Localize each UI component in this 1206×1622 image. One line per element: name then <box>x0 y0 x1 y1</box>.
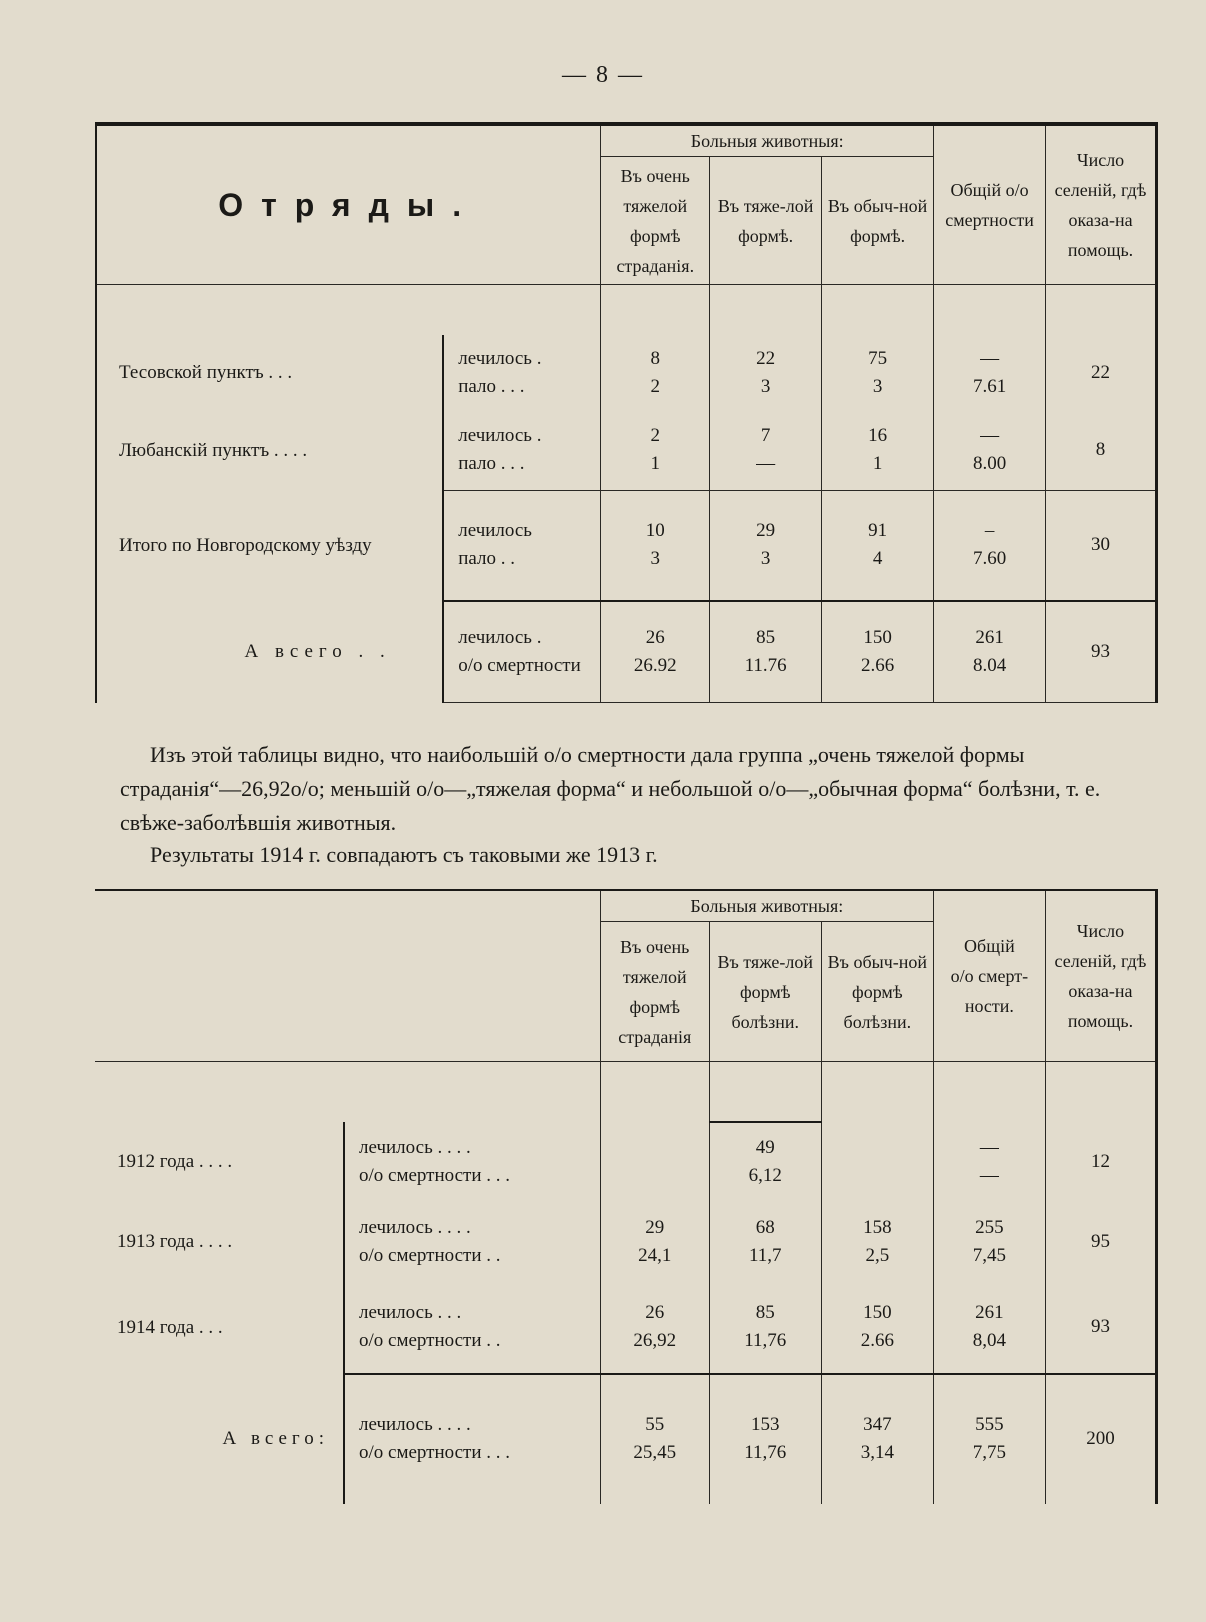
cell: — <box>980 425 1000 447</box>
cell: 150 <box>863 1302 892 1323</box>
cell <box>605 1162 705 1190</box>
table2-col3-header: Въ обыч-ной формѣ болѣзни. <box>821 922 933 1062</box>
cell: 29 <box>756 520 776 542</box>
table2-col1-header: Въ очень тяжелой формѣ страданія <box>600 922 709 1062</box>
table1-title: Отряды. <box>96 124 601 285</box>
row-name: 1913 года . . . . <box>117 1230 233 1252</box>
table-row <box>95 1282 1157 1374</box>
page-number: — 8 — <box>562 62 644 88</box>
cell: 11.76 <box>744 654 787 676</box>
cell: 3 <box>760 375 771 397</box>
cell: 153 <box>751 1414 780 1435</box>
cell: 55 <box>645 1414 665 1435</box>
cell: 7.61 <box>972 375 1007 397</box>
row-kind: пало . . <box>458 548 515 570</box>
cell: 8 <box>1046 411 1157 491</box>
cell: 261 <box>975 1302 1004 1323</box>
cell: 11,7 <box>748 1244 782 1266</box>
row-kind: о/о смертности . . <box>359 1244 501 1266</box>
cell: 10 <box>645 520 665 542</box>
table-row <box>96 335 1157 411</box>
cell: 2 <box>650 375 660 397</box>
cell: 347 <box>863 1414 892 1435</box>
cell: 3 <box>760 548 771 570</box>
cell: — <box>756 453 776 475</box>
cell: 2 <box>650 425 660 447</box>
cell: 26,92 <box>633 1330 677 1351</box>
cell: 3 <box>650 548 660 570</box>
cell: 93 <box>1046 601 1157 703</box>
cell: 29 <box>645 1216 665 1238</box>
cell: 2,5 <box>865 1244 890 1266</box>
table-row <box>95 1374 1157 1504</box>
cell: 95 <box>1045 1202 1156 1282</box>
paragraph-1: Изъ этой таблицы видно, что наибольшій о/о смертности дала группа „очень тяжелой формы страданія“—26,92о/о; меньшій о/о—„тяжелая форма“ и небольшой о/о—„обычная форма“ болѣзни, т. е. свѣже-заболѣвшія животныя. <box>120 742 1101 835</box>
cell: 22 <box>756 347 776 369</box>
row-kind: пало . . . <box>458 375 525 397</box>
cell: 7,75 <box>972 1442 1006 1463</box>
table-years <box>95 889 1158 1504</box>
cell: 7,45 <box>972 1244 1006 1266</box>
row-kind: о/о смертности . . <box>359 1330 501 1351</box>
row-kind: лечилось . <box>458 626 542 648</box>
cell: 3,14 <box>860 1442 894 1463</box>
cell: 26.92 <box>633 654 677 676</box>
row-kind: о/о смертности . . . <box>359 1164 511 1186</box>
cell <box>826 1134 929 1162</box>
cell: 158 <box>863 1216 892 1238</box>
row-kind: лечилось . <box>458 347 542 369</box>
table-row <box>96 411 1157 491</box>
row-kind: пало . . . <box>458 453 525 475</box>
cell: 8.00 <box>972 453 1007 475</box>
cell: 85 <box>756 626 776 648</box>
table1-group-header: Больныя животныя: <box>601 124 934 157</box>
cell: — <box>979 1136 999 1158</box>
table1-col3-header: Въ обыч-ной формѣ. <box>822 157 934 285</box>
table2-group-header: Больныя животныя: <box>600 890 933 922</box>
cell: 30 <box>1046 491 1157 601</box>
cell: 6,12 <box>748 1165 782 1186</box>
cell: 49 <box>755 1137 775 1158</box>
cell: 200 <box>1045 1374 1156 1504</box>
cell <box>605 1134 705 1162</box>
cell: 12 <box>1045 1122 1156 1202</box>
cell: 261 <box>975 626 1004 648</box>
row-kind: лечилось . . . . <box>359 1136 471 1158</box>
cell: 555 <box>975 1414 1004 1435</box>
cell: 7 <box>760 425 771 447</box>
paragraph-2: Результаты 1914 г. совпадаютъ съ таковыми же 1913 г. <box>150 842 658 867</box>
row-name: А всего: <box>222 1427 330 1449</box>
cell: 25,45 <box>633 1442 677 1463</box>
cell: 150 <box>863 626 892 648</box>
cell: 22 <box>1046 335 1157 411</box>
cell: 91 <box>868 520 888 542</box>
cell: 1 <box>650 453 660 475</box>
cell: 8 <box>650 347 660 369</box>
cell: 255 <box>975 1216 1004 1238</box>
table1-col4-header: Общій о/о смертности <box>934 124 1046 285</box>
table-row <box>96 601 1157 703</box>
row-name: 1914 года . . . <box>117 1316 223 1338</box>
cell: – <box>984 520 995 542</box>
cell: — <box>980 347 1000 369</box>
cell: 1 <box>872 453 883 475</box>
row-name: Итого по Новгородскому уѣзду <box>96 491 443 601</box>
cell: 24,1 <box>638 1244 672 1266</box>
table-row <box>95 1202 1157 1282</box>
row-kind: лечилось <box>458 520 532 542</box>
cell: 93 <box>1045 1282 1156 1374</box>
table2-col4-header: о/о смерт-ности. <box>950 966 1029 1016</box>
table2-col5-header: Число селеній, гдѣ оказа-на помощь. <box>1045 890 1156 1062</box>
row-kind: лечилось . . . <box>359 1302 462 1323</box>
table1-col5-header: Число селеній, гдѣ оказа-на помощь. <box>1046 124 1157 285</box>
table-row <box>95 1122 1157 1202</box>
cell <box>826 1162 929 1190</box>
table-row <box>96 491 1157 601</box>
cell: 2.66 <box>860 1330 894 1351</box>
cell: 2.66 <box>860 654 895 676</box>
cell: 26 <box>645 1302 665 1323</box>
cell: 8,04 <box>972 1330 1006 1351</box>
cell: 75 <box>868 347 888 369</box>
cell: 4 <box>872 548 883 570</box>
table2-col2-header: Въ тяже-лой формѣ болѣзни. <box>709 922 821 1062</box>
cell: — <box>979 1164 999 1186</box>
row-kind: лечилось . <box>458 425 542 447</box>
cell: 85 <box>755 1302 775 1323</box>
cell: 16 <box>868 425 888 447</box>
table2-col4-prefix: Общій <box>964 936 1015 956</box>
row-kind: лечилось . . . . <box>359 1216 471 1238</box>
row-name: 1912 года . . . . <box>117 1150 233 1172</box>
row-kind: о/о смертности . . . <box>359 1442 511 1463</box>
row-name: Любанскій пунктъ . . . . <box>96 411 443 491</box>
table1-col1-header: Въ очень тяжелой формѣ страданія. <box>601 157 710 285</box>
cell: 68 <box>755 1216 775 1238</box>
cell: 26 <box>645 626 665 648</box>
row-name: А всего . . <box>96 601 443 703</box>
row-name: Тесовской пунктъ . . . <box>96 335 443 411</box>
row-kind: лечилось . . . . <box>359 1414 471 1435</box>
cell: 8.04 <box>972 654 1007 676</box>
cell: 7.60 <box>972 548 1007 570</box>
cell: 11,76 <box>744 1442 787 1463</box>
cell: 11,76 <box>744 1330 787 1351</box>
row-kind: о/о смертности <box>458 654 581 676</box>
table-otryady <box>95 122 1158 703</box>
cell: 3 <box>872 375 883 397</box>
table1-col2-header: Въ тяже-лой формѣ. <box>710 157 822 285</box>
